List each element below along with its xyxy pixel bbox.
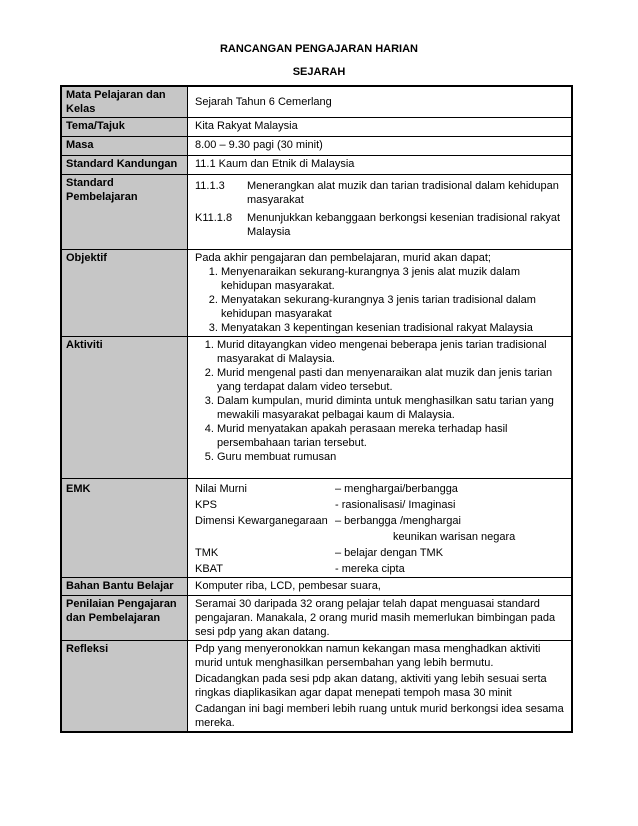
label-standard-pembelajaran: Standard Pembelajaran [61,175,188,250]
emk-key: Nilai Murni [195,483,247,495]
label-bahan: Bahan Bantu Belajar [61,578,188,596]
objektif-intro: Pada akhir pengajaran dan pembelajaran, murid akan dapat; [195,252,491,264]
emk-list [195,482,568,576]
refleksi-paragraph: Pdp yang menyeronokkan namun kekangan masa menghadkan aktiviti murid untuk menghasilkan persembahan yang lebih bermutu. [195,643,541,669]
list-item: 1. Menyenaraikan sekurang-kurangnya 3 jenis alat muzik dalam kehidupan masyarakat. [221,265,568,293]
row-objektif [61,250,572,337]
list-item: 2. Menyatakan sekurang-kurangnya 3 jenis tarian tradisional dalam kehidupan masyarakat [221,293,568,321]
row-tema [61,118,572,137]
emk-key: KPS [195,499,218,511]
value-bahan: Komputer riba, LCD, pembesar suara, [188,578,573,596]
row-standard-pembelajaran [61,175,572,250]
value-emk [188,479,573,578]
label-refleksi: Refleksi [61,641,188,733]
value-refleksi [188,641,573,733]
emk-key: KBAT [195,563,223,575]
value-standard-pembelajaran [188,175,573,250]
emk-key [195,530,335,544]
label-objektif: Objektif [61,250,188,337]
standard-code: K11.1.8 [195,212,233,224]
label-penilaian: Penilaian Pengajaran dan Pembelajaran [61,596,188,641]
objektif-list [195,265,568,335]
label-emk: EMK [61,479,188,578]
label-tema: Tema/Tajuk [61,118,188,137]
document-title: RANCANGAN PENGAJARAN HARIAN [219,43,418,55]
row-bahan [61,578,572,596]
row-mata-pelajaran [61,86,572,118]
emk-key: Dimensi Kewarganegaraan [195,515,328,527]
value-aktiviti [188,337,573,479]
standard-item [195,179,568,207]
value-mata-pelajaran: Sejarah Tahun 6 Cemerlang [188,86,573,118]
row-emk [61,479,572,578]
value-masa: 8.00 – 9.30 pagi (30 minit) [188,137,573,156]
list-item: 1. Murid ditayangkan video mengenai beberapa jenis tarian tradisional masyarakat di Malaysia. [217,338,568,366]
list-item: 3. Dalam kumpulan, murid diminta untuk menghasilkan satu tarian yang mewakili masyarakat pelbagai kaum di Malaysia. [217,394,568,422]
standard-text: Menunjukkan kebanggaan berkongsi kesenian tradisional rakyat Malaysia [247,212,561,238]
standard-code: 11.1.3 [195,180,225,192]
emk-value: – menghargai/berbangga [335,483,458,495]
label-masa: Masa [61,137,188,156]
row-aktiviti [61,337,572,479]
value-tema: Kita Rakyat Malaysia [188,118,573,137]
emk-value: - mereka cipta [335,563,405,575]
row-standard-kandungan [61,156,572,175]
value-standard-kandungan: 11.1 Kaum dan Etnik di Malaysia [188,156,573,175]
document-subtitle: SEJARAH [292,66,346,78]
refleksi-paragraph: Dicadangkan pada sesi pdp akan datang, aktiviti yang lebih sesuai serta ringkas diaplikasikan agar dapat menepati tempoh masa 30 minit [195,673,547,699]
list-item: 5. Guru membuat rumusan [217,450,568,464]
lesson-plan-table [60,85,573,733]
aktiviti-list [195,338,568,464]
label-standard-kandungan: Standard Kandungan [61,156,188,175]
list-item: 2. Murid mengenal pasti dan menyenaraikan alat muzik dan jenis tarian yang terdapat dalam video tersebut. [217,366,568,394]
value-objektif [188,250,573,337]
row-masa [61,137,572,156]
label-mata-pelajaran: Mata Pelajaran dan Kelas [61,86,188,118]
standard-text: Menerangkan alat muzik dan tarian tradisional dalam kehidupan masyarakat [247,180,559,206]
value-penilaian: Seramai 30 daripada 32 orang pelajar telah dapat menguasai standard pengajaran. Manakala, 2 orang murid masih memerlukan bimbingan pada sesi pdp yang akan datang. [188,596,573,641]
emk-key: TMK [195,547,219,559]
row-penilaian [61,596,572,641]
list-item: 3. Menyatakan 3 kepentingan kesenian tradisional rakyat Malaysia [221,321,568,335]
emk-value: - rasionalisasi/ Imaginasi [335,499,456,511]
emk-value: keunikan warisan negara [393,531,516,543]
emk-value: – berbangga /menghargai [335,515,461,527]
list-item: 4. Murid menyatakan apakah perasaan mereka terhadap hasil persembahaan tarian tersebut. [217,422,568,450]
row-refleksi [61,641,572,733]
emk-value: – belajar dengan TMK [335,547,444,559]
label-aktiviti: Aktiviti [61,337,188,479]
standard-item [195,211,568,239]
refleksi-paragraph: Cadangan ini bagi memberi lebih ruang untuk murid berkongsi idea sesama mereka. [195,703,564,729]
